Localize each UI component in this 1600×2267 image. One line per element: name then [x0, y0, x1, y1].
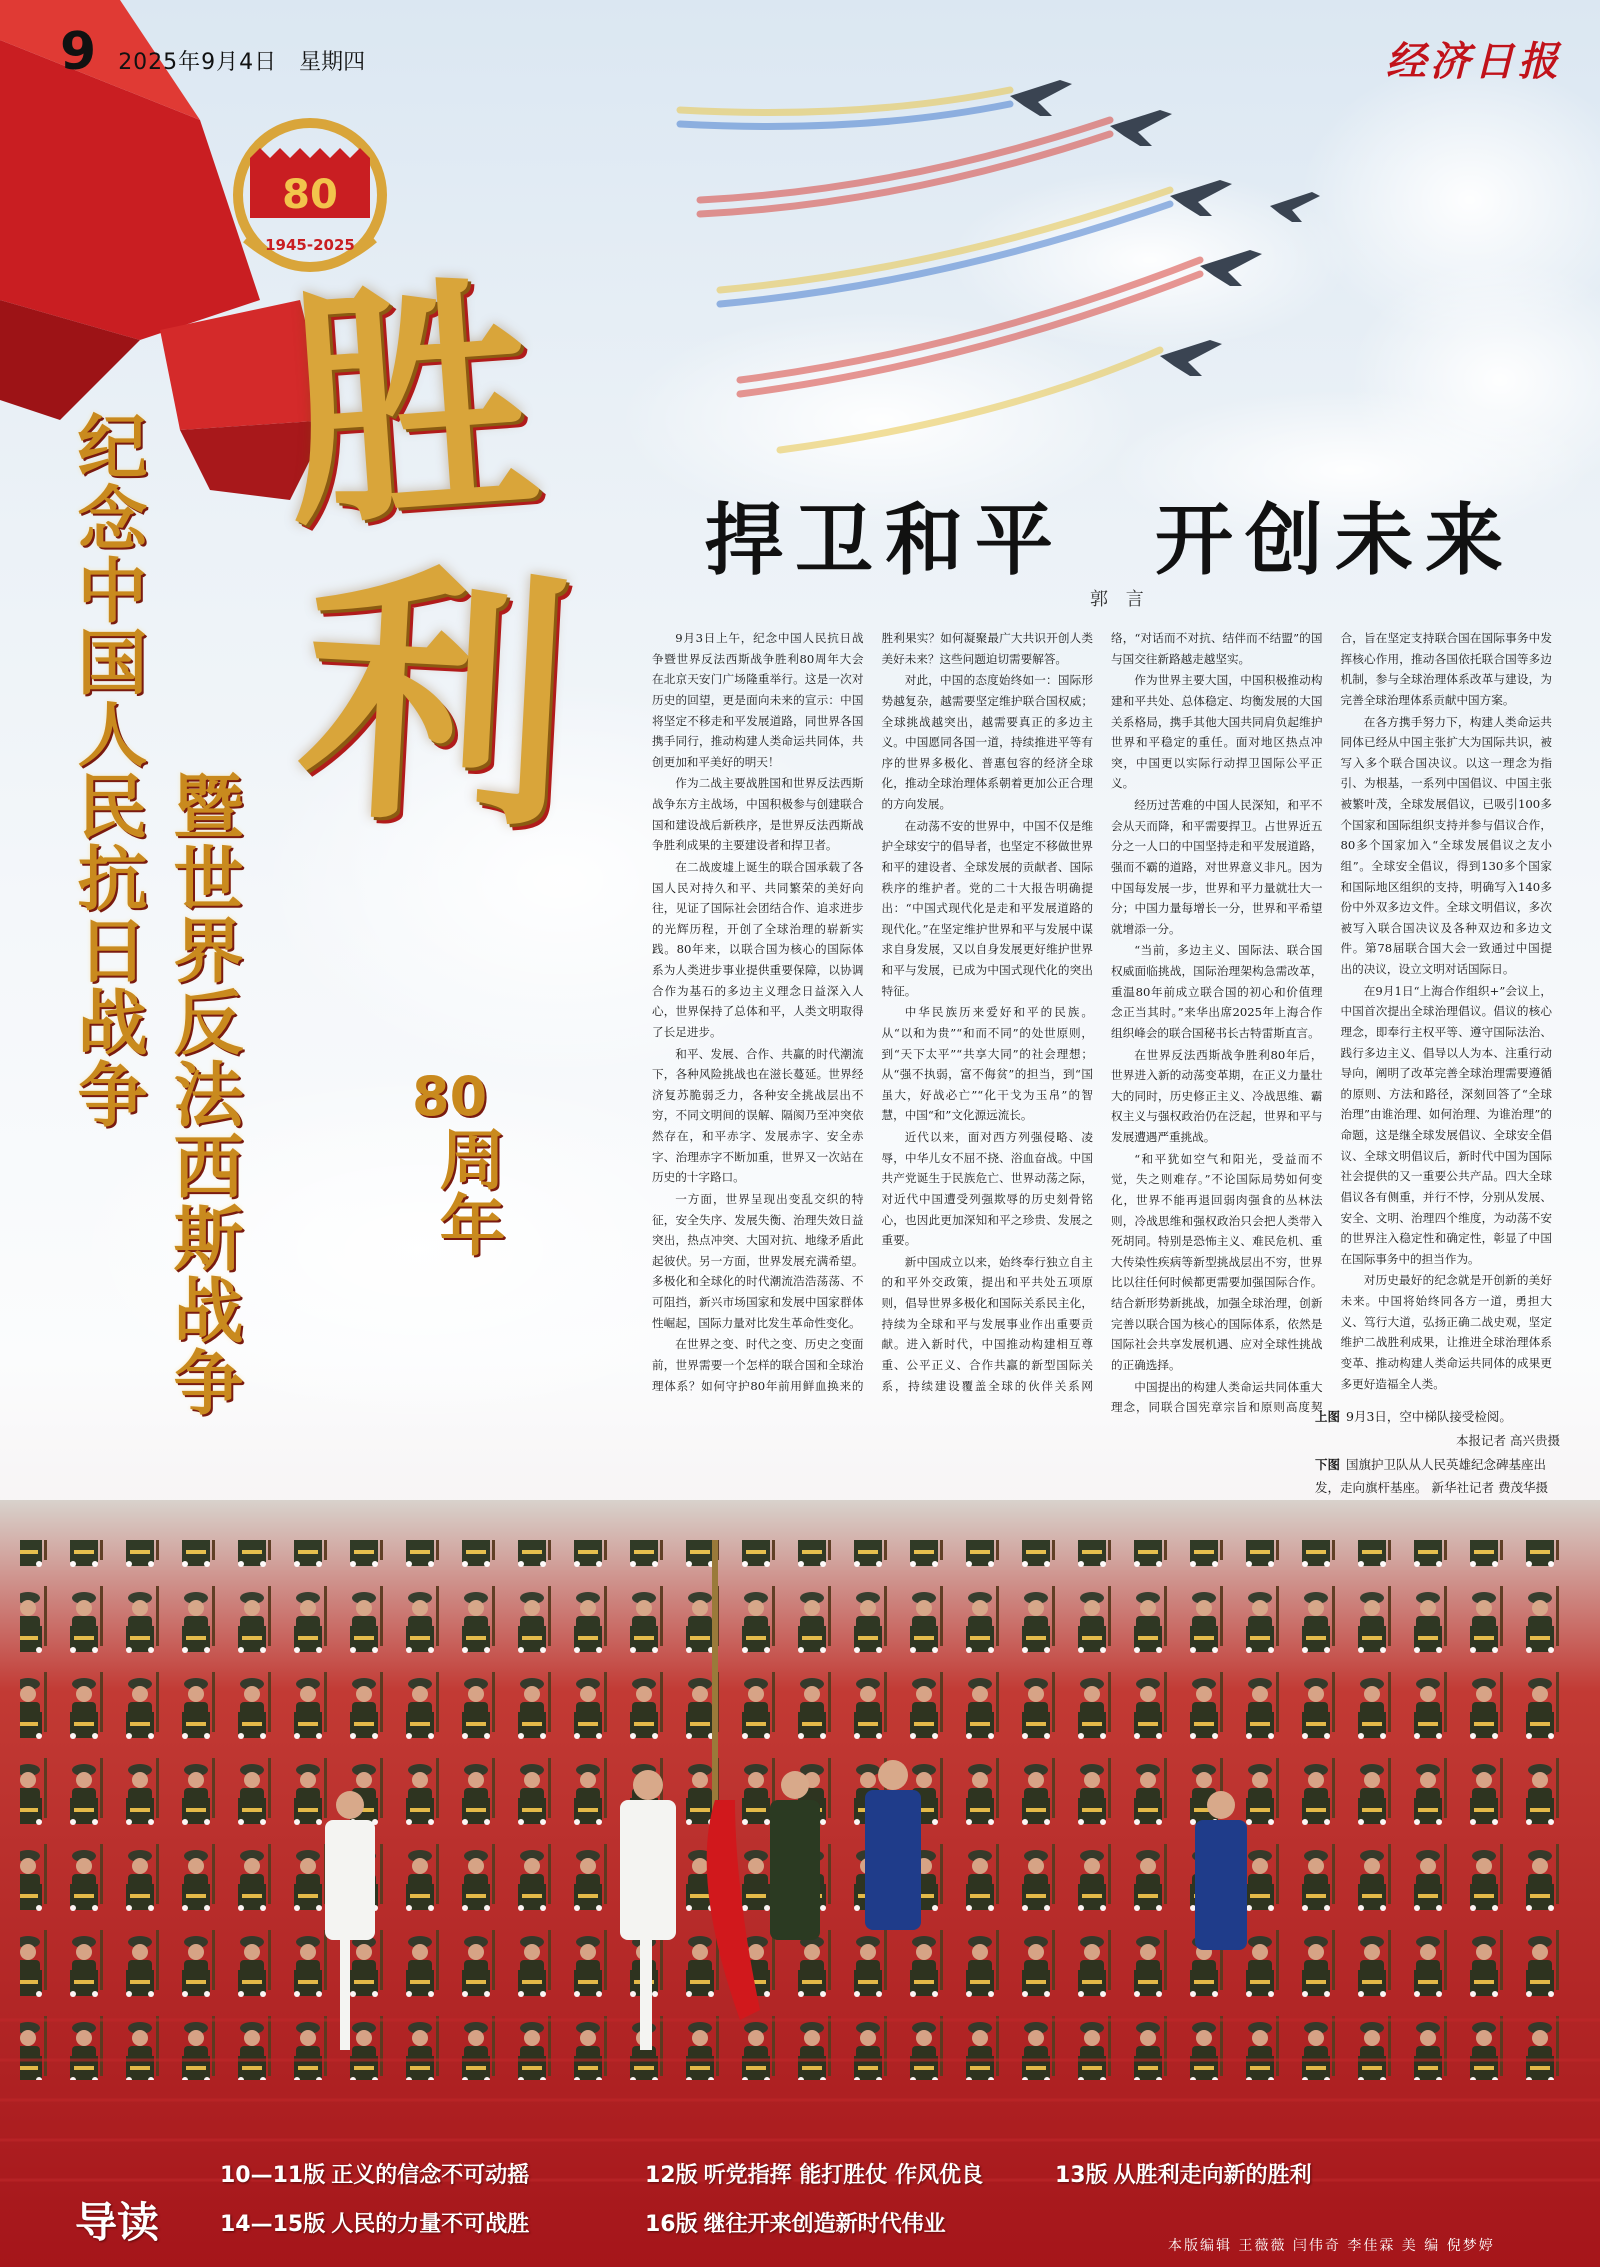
index-pages: 10—11版 [220, 2163, 326, 2188]
index-title: 人民的力量不可战胜 [331, 2212, 530, 2237]
index-item[interactable] [645, 2207, 946, 2238]
caption-label: 上图 [1315, 1409, 1341, 1424]
guide-label: 导读 [75, 2198, 160, 2247]
anniversary-number: 80 [412, 1065, 488, 1128]
article-paragraph: 在世界之变、时代之变、历史之变面前，世界需要一个怎样的联合国和全球治理体系？如何守护80年前用鲜血换来的胜利果实？如何凝聚最广大共识开创人类美好未来？这些问题迫切需要解答。 [652, 631, 1093, 1393]
article-headline: 捍卫和平 开创未来 [705, 496, 1516, 586]
article-paragraph: “当前，多边主义、国际法、联合国权威面临挑战，国际治理架构急需改革，重温80年前成立联合国的初心和价值理念正当其时。”来华出席2025年上海合作组织峰会的联合国秘书长古特雷斯直言。 [1111, 943, 1323, 1040]
index-title: 听党指挥 能打胜仗 作风优良 [703, 2163, 983, 2188]
article-paragraph: 新中国成立以来，始终奉行独立自主的和平外交政策，提出和平共处五项原则，倡导世界多极化和国际关系民主化，持续为全球和平与发展事业作出重要贡献。进入新时代，中国推动构建相互尊重、公平正义、合作共赢的新型国际关系，持续建设覆盖全球的伙伴关系网络，“对话而不对抗、结伴而不结盟”的国与国交往新路越走越坚实。 [881, 631, 1323, 1393]
index-item[interactable] [645, 2158, 983, 2189]
caption-text: 9月3日，空中梯队接受检阅。 [1346, 1409, 1512, 1424]
emblem-years: 1945-2025 [265, 236, 355, 254]
editor-credits: 本版编辑 王薇薇 闫伟奇 李佳霖 美 编 倪梦婷 [1168, 2238, 1495, 2254]
index-title: 从胜利走向新的胜利 [1113, 2163, 1312, 2188]
article-paragraph: 经历过苦难的中国人民深知，和平不会从天而降，和平需要捍卫。占世界近五分之一人口的中国坚持走和平发展道路，强而不霸的道路，对世界意义非凡。因为中国每发展一步，世界和平力量就壮大一分；中国力量每增长一分，世界和平希望就增添一分。 [1111, 798, 1323, 936]
index-item[interactable] [220, 2207, 529, 2238]
commemoration-line-2: 暨世界反法西斯战争 [162, 770, 245, 1418]
article-author: 郭 言 [1090, 589, 1150, 610]
article-paragraph: 和平、发展、合作、共赢的时代潮流下，各种风险挑战也在滋长蔓延。世界经济复苏脆弱乏力，各种安全挑战层出不穷，不同文明间的误解、隔阂乃至冲突依然存在，和平赤字、发展赤字、安全赤字、治理赤字不断加重，世界又一次站在历史的十字路口。 [652, 1046, 864, 1185]
article-paragraph: 在各方携手努力下，构建人类命运共同体已经从中国主张扩大为国际共识，被写入多个联合国决议。以这一理念为指引、为根基，一系列中国倡议、中国主张被繁叶茂，全球发展倡议，已吸引100多个国家和国际组织支持并参与倡议合作，80多个国家加入“全球发展倡议之友小组”。全球安全倡议，得到130多个国家和国际地区组织的支持，明确写入140多份中外双多边文件。全球文明倡议，多次被写入联合国决议及各种双边和多边文件。第78届联合国大会一致通过中国提出的决议，设立文明对话国际日。 [1340, 714, 1552, 976]
article-body [652, 628, 1552, 1496]
article-paragraph: 在二战废墟上诞生的联合国承载了各国人民对持久和平、共同繁荣的美好向往，见证了国际社会团结合作、追求进步的光辉历程，开创了全球治理的崭新实践。80年来，以联合国为核心的国际体系为人类进步事业提供重要保障，以协调合作为基石的多边主义理念日益深入人心，世界保持了总体和平，人类文明取得了长足进步。 [652, 859, 864, 1039]
article-paragraph: 在动荡不安的世界中，中国不仅是维护全球安宁的倡导者，也坚定不移做世界和平的建设者、全球发展的贡献者、国际秩序的维护者。党的二十大报告明确提出：“中国式现代化是走和平发展道路的现代化。”在坚定维护世界和平与发展中谋求自身发展，又以自身发展更好维护世界和平与发展，已成为中国式现代化的突出特征。 [881, 818, 1093, 998]
article-paragraph: 对历史最好的纪念就是开创新的美好未来。中国将始终同各方一道，勇担大义、笃行大道，弘扬正确二战史观，坚定维护二战胜利成果，让推进全球治理体系变革、推动构建人类命运共同体的成果更多更好造福全人类。 [1340, 1273, 1552, 1391]
caption-credit: 本报记者 高兴贵摄 [1456, 1432, 1560, 1448]
caption-top [1315, 1405, 1560, 1453]
anniversary-label: 周年 [428, 1125, 506, 1257]
article-paragraph: 9月3日上午，纪念中国人民抗日战争暨世界反法西斯战争胜利80周年大会在北京天安门广场隆重举行。这是一次对历史的回望，更是面向未来的宣示：中国将坚定不移走和平发展道路，同世界各国携手同行，推动构建人类命运共同体，共创更加和平美好的明天！ [652, 631, 864, 769]
article-paragraph: 作为二战主要战胜国和世界反法西斯战争东方主战场，中国积极参与创建联合国和建设战后新秩序，是世界反法西斯战争胜利成果的主要建设者和捍卫者。 [652, 776, 864, 853]
index-title: 继往开来创造新时代伟业 [703, 2212, 946, 2237]
index-item[interactable] [220, 2158, 529, 2189]
newspaper-logo: 经济日报 [1386, 38, 1562, 85]
caption-text: 国旗护卫队从人民英雄纪念碑基座出发，走向旗杆基座。 [1315, 1456, 1547, 1496]
jet-formation-photo [640, 50, 1320, 470]
index-pages: 14—15版 [220, 2212, 326, 2237]
article-paragraph: 对此，中国的态度始终如一：国际形势越复杂，越需要坚定维护联合国权威；全球挑战越突出，越需要真正的多边主义。中国愿同各国一道，持续推进平等有序的世界多极化、普惠包容的经济全球化，推动全球治理体系朝着更加公正合理的方向发展。 [881, 673, 1093, 811]
title-char-victory-1: 胜 [275, 249, 545, 561]
article-paragraph: 中华民族历来爱好和平的民族。从“以和为贵”“和而不同”的处世原则，到“天下太平”“共享大同”的社会理想；从“强不执弱，富不侮贫”的担当，到“国虽大，好战必亡”“化干戈为玉帛”的智慧，中国“和”文化源远流长。 [881, 1005, 1093, 1123]
article-paragraph: 一方面，世界呈现出变乱交织的特征，安全失序、发展失衡、治理失效日益突出，热点冲突、大国对抗、地缘矛盾此起彼伏。另一方面，世界发展充满希望。多极化和全球化的时代潮流浩浩荡荡、不可阻挡，新兴市场国家和发展中国家群体性崛起，国际力量对比发生革命性变化。 [652, 1191, 864, 1330]
issue-weekday: 星期四 [299, 50, 366, 75]
index-pages: 13版 [1055, 2163, 1108, 2188]
caption-label: 下图 [1315, 1456, 1341, 1472]
article-paragraph: “和平犹如空气和阳光，受益而不觉，失之则难存。”不论国际局势如何变化，世界不能再退回弱肉强食的丛林法则，冷战思维和强权政治只会把人类带入死胡同。特别是恐怖主义、难民危机、重大传染性疾病等新型挑战层出不穷，世界比以往任何时候都更需要加强国际合作。结合新形势新挑战，加强全球治理，创新完善以联合国为核心的国际体系，依然是国际社会共享发展机遇、应对全球性挑战的正确选择。 [1111, 1151, 1323, 1372]
title-char-victory-2: 利 [291, 534, 579, 866]
article-paragraph: 在世界反法西斯战争胜利80年后，世界进入新的动荡变革期，在正义力量壮大的同时，历史修正主义、冷战思维、霸权主义与强权政治仍在泛起，世界和平与发展遭遇严重挑战。 [1111, 1047, 1323, 1144]
index-title: 正义的信念不可动摇 [331, 2163, 530, 2188]
page-number: 9 [60, 22, 97, 82]
article-paragraph: 近代以来，面对西方列强侵略、凌辱，中华儿女不屈不挠、浴血奋战。中国共产党诞生于民族危亡、世界动荡之际，对近代中国遭受列强欺辱的历史刻骨铭心，也因此更加深知和平之珍贵、发展之重要。 [881, 1130, 1093, 1248]
caption-credit: 新华社记者 费茂华摄 [1431, 1480, 1548, 1496]
commemoration-line-1: 纪念中国人民抗日战争 [66, 410, 149, 1130]
emblem-number: 80 [282, 172, 338, 218]
article-paragraph: 在9月1日“上海合作组织+”会议上，中国首次提出全球治理倡议。倡议的核心理念，即奉行主权平等、遵守国际法治、践行多边主义、倡导以人为本、注重行动导向，阐明了改革完善全球治理需要遵循的原则、方法和路径，深刻回答了“全球治理”由谁治理、如何治理、为谁治理”的命题，这是继全球发展倡议、全球安全倡议、全球文明倡议后，新时代中国为国际社会提供的又一重要公共产品。四大全球倡议各有侧重，并行不悖，分别从发展、安全、文明、治理四个维度，为动荡不安的世界注入稳定性和确定性，彰显了中国在国际事务中的担当作为。 [1340, 983, 1552, 1266]
honor-guard-parade-photo [0, 1500, 1600, 2267]
article-paragraph: 作为世界主要大国，中国积极推动构建和平共处、总体稳定、均衡发展的大国关系格局，携手其他大国共同肩负起维护世界和平稳定的重任。面对地区热点冲突，中国更以实际行动捍卫国际公平正义。 [1111, 673, 1323, 791]
photo-captions [1315, 1405, 1560, 1500]
index-pages: 16版 [645, 2212, 698, 2237]
article-paragraph: 中国提出的构建人类命运共同体重大理念，同联合国宪章宗旨和原则高度契合，旨在坚定支持联合国在国际事务中发挥核心作用，推动各国依托联合国等多边机制，参与全球治理体系改革与建设，为完善全球治理体系贡献中国方案。 [1111, 631, 1552, 1415]
caption-bottom [1315, 1453, 1560, 1501]
issue-date: 2025年9月4日 [118, 50, 278, 75]
index-item[interactable] [1055, 2158, 1312, 2189]
masthead [60, 22, 365, 92]
index-pages: 12版 [645, 2163, 698, 2188]
